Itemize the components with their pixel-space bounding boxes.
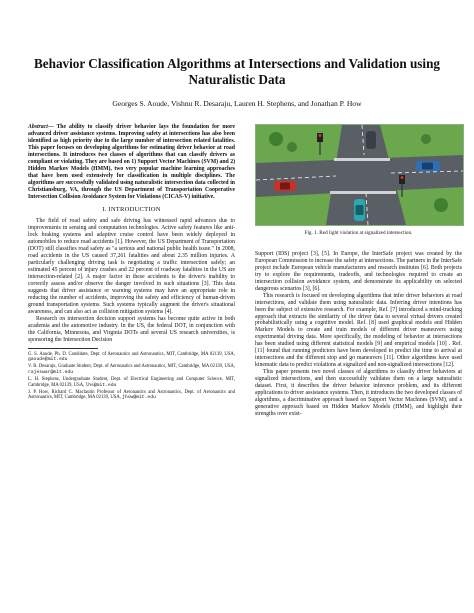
- teal-car: [354, 199, 365, 221]
- intro-paragraph-1: The field of road safety and safe driving has witnessed rapid advances due to improvements in sensing and computation technologies. Active safety features like anti-lock braking systems and adaptive cruise control have been widely deployed in automobiles to reduce road accidents [1]. However, the US Department of Transportation (DOT) still classifies road safety as "a serious and national public health issue." In 2008, road accidents in the US caused 37,261 fatalities and about 2.35 million injuries. A particularly challenging driving task is negotiating a traffic intersection safely; an estimated 45 percent of injury crashes and 22 percent of roadway fatalities in the US are intersection-related [2]. A major factor in these accidents is the driver's inability to correctly assess and/or observe the danger involved in such situations [3]. This data suggests that driver assistance or warning systems may have an appropriate role in reducing the number of accidents, improving the safety and efficiency of human-driven ground transportation systems. Such systems typically augment the driver's situational awareness, and can also act as collision mitigation systems [4].: [28, 218, 235, 315]
- blue-car-roof: [422, 163, 433, 170]
- abstract-text: — The ability to classify driver behavior lays the foundation for more advanced driver assistance systems. Improving safety at intersections has also been identified as high priority due to the large number of intersection related fatalities. This paper focuses on developing algorithms for estimating driver behavior at road intersections. It introduces two classes of algorithms that can classify drivers as compliant or violating. They are based on 1) Support Vector Machines (SVM) and 2) Hidden Markov Models (HMM), two very popular machine learning approaches that have been used extensively for classification in multiple disciplines. The algorithms are successfully validated using naturalistic intersection data collected in Christiansburg, VA, through the US Department of Transportation Cooperative Intersection Collision Avoidance System for Violations (CICAS-V) initiative.: [28, 124, 235, 200]
- right-column: [255, 124, 462, 418]
- abstract: [28, 124, 235, 200]
- footnote-1: [28, 352, 235, 363]
- figure-caption: Fig. 1. Red light violation at signalized intersection.: [304, 230, 413, 236]
- footnote-3-text: L. H. Stephens, Undergraduate Student, Dept. of Electrical Engineering and Computer Science, MIT, Cambridge, MA 02139, USA,: [28, 376, 235, 388]
- dark-car-body: [366, 131, 376, 149]
- author-list: Georges S. Aoude, Vishnu R. Desaraju, Lauren H. Stephens, and Jonathan P. How: [112, 99, 362, 108]
- abstract-lead: Abstract: [28, 124, 48, 130]
- footnote-1-email[interactable]: gaoude@mit.edu: [28, 357, 68, 363]
- tree-2: [287, 142, 297, 152]
- footnote-2-text: V. R. Desaraju, Graduate Student, Dept. of Aeronautics and Astronautics, MIT, Cambridge, MA 02139, USA,: [28, 364, 235, 370]
- right-paragraph-3: This paper presents two novel classes of algorithms to classify driver behaviors at signalized intersections, and then successfully validates them on a large naturalistic dataset. First, it describes the driver behavior inference problem, and its different applications to driver assistance systems. Then, it introduces the two developed classes of algorithms, a discriminative approach based on Support Vector Machines (SVM), and a generative approach based on Hidden Markov Models (HMM), and highlight their strengths over exist-: [255, 369, 462, 417]
- tree-4: [421, 134, 431, 144]
- right-paragraph-1: Support (IDS) project [3], [5]. In Europe, the InterSafe project was created by the European Commission to increase the safety at intersections. The partners in the InterSafe project include European vehicle manufacturers and research institutes [6]. Both projects try to explore the requirements, tradeoffs, and technologies required to create an intersection collision avoidance system, and demonstrate its applicability on selected dangerous scenarios [3], [6].: [255, 250, 462, 292]
- crosswalk-south: [330, 191, 396, 194]
- footnote-2-email[interactable]: rajeswar@mit.edu: [28, 369, 74, 375]
- footnote-4-email[interactable]: jhow@mit.edu: [122, 395, 156, 401]
- intersection-figure: [255, 124, 464, 226]
- footnote-3: [28, 377, 235, 388]
- section-heading-introduction: I. INTRODUCTION: [102, 206, 161, 214]
- blue-car: [416, 161, 440, 171]
- footnote-4-text: J. P. How, Richard C. Maclaurin Professor of Aeronautics and Astronautics, Dept. of Aeronautics and Astronautics, MIT, Cambridge, MA 02139, USA,: [28, 389, 235, 401]
- dark-car: [366, 131, 376, 149]
- footnote-1-text: G. S. Aoude, Ph. D. Candidate, Dept. of Aeronautics and Astronautics, MIT, Cambridge, MA 02139, USA,: [28, 351, 235, 357]
- traffic-light-red-lamp: [319, 134, 322, 137]
- red-car: [274, 181, 296, 191]
- tree-1: [269, 132, 283, 146]
- tree-3: [434, 198, 448, 212]
- intro-paragraph-2: Research on intersection decision support systems has become quite active in both academia and the automotive industry. In the US, the federal DOT, in conjunction with the California, Minnesota, and Virginia DOTs and several US research universities, is sponsoring the Intersection Decision: [28, 315, 235, 343]
- footnote-divider: [28, 348, 98, 349]
- footnote-4: [28, 390, 235, 401]
- traffic-light-red-lamp-se: [401, 176, 404, 179]
- red-car-roof: [280, 183, 290, 190]
- left-column: [28, 124, 235, 402]
- teal-car-roof: [356, 205, 364, 215]
- footnote-2: [28, 364, 235, 375]
- paper-title: Behavior Classification Algorithms at Intersections and Validation using Naturalistic Data: [33, 56, 441, 87]
- footnote-3-email[interactable]: lhs@mit.edu: [85, 382, 117, 388]
- right-paragraph-2: This research is focused on developing algorithms that infer driver behaviors at road intersections, and validate them using naturalistic data. Inferring driver intentions has been the subject of extensive research. For example, Ref. [7] introduced a mind-tracking approach that extracts the similarity of the driver data to several virtual drivers created probabilistically using a cognitive model. Ref. [8] used graphical models and Hidden Markov Models to create and train models of different driver maneuvers using experimental driving data. More specifically, the modeling of behavior at intersections has been studied using different statistical models [9] and empirical models [10] . Ref. [11] found that running predictors have been developed to predict the time to arrival at intersections and the different stop and go maneuvers [11]. Other algorithms have used kinematic data to predict violations at signalized and non-signalized intersections [12].: [255, 292, 462, 369]
- intersection-illustration: [256, 125, 463, 225]
- crosswalk-north: [334, 158, 390, 161]
